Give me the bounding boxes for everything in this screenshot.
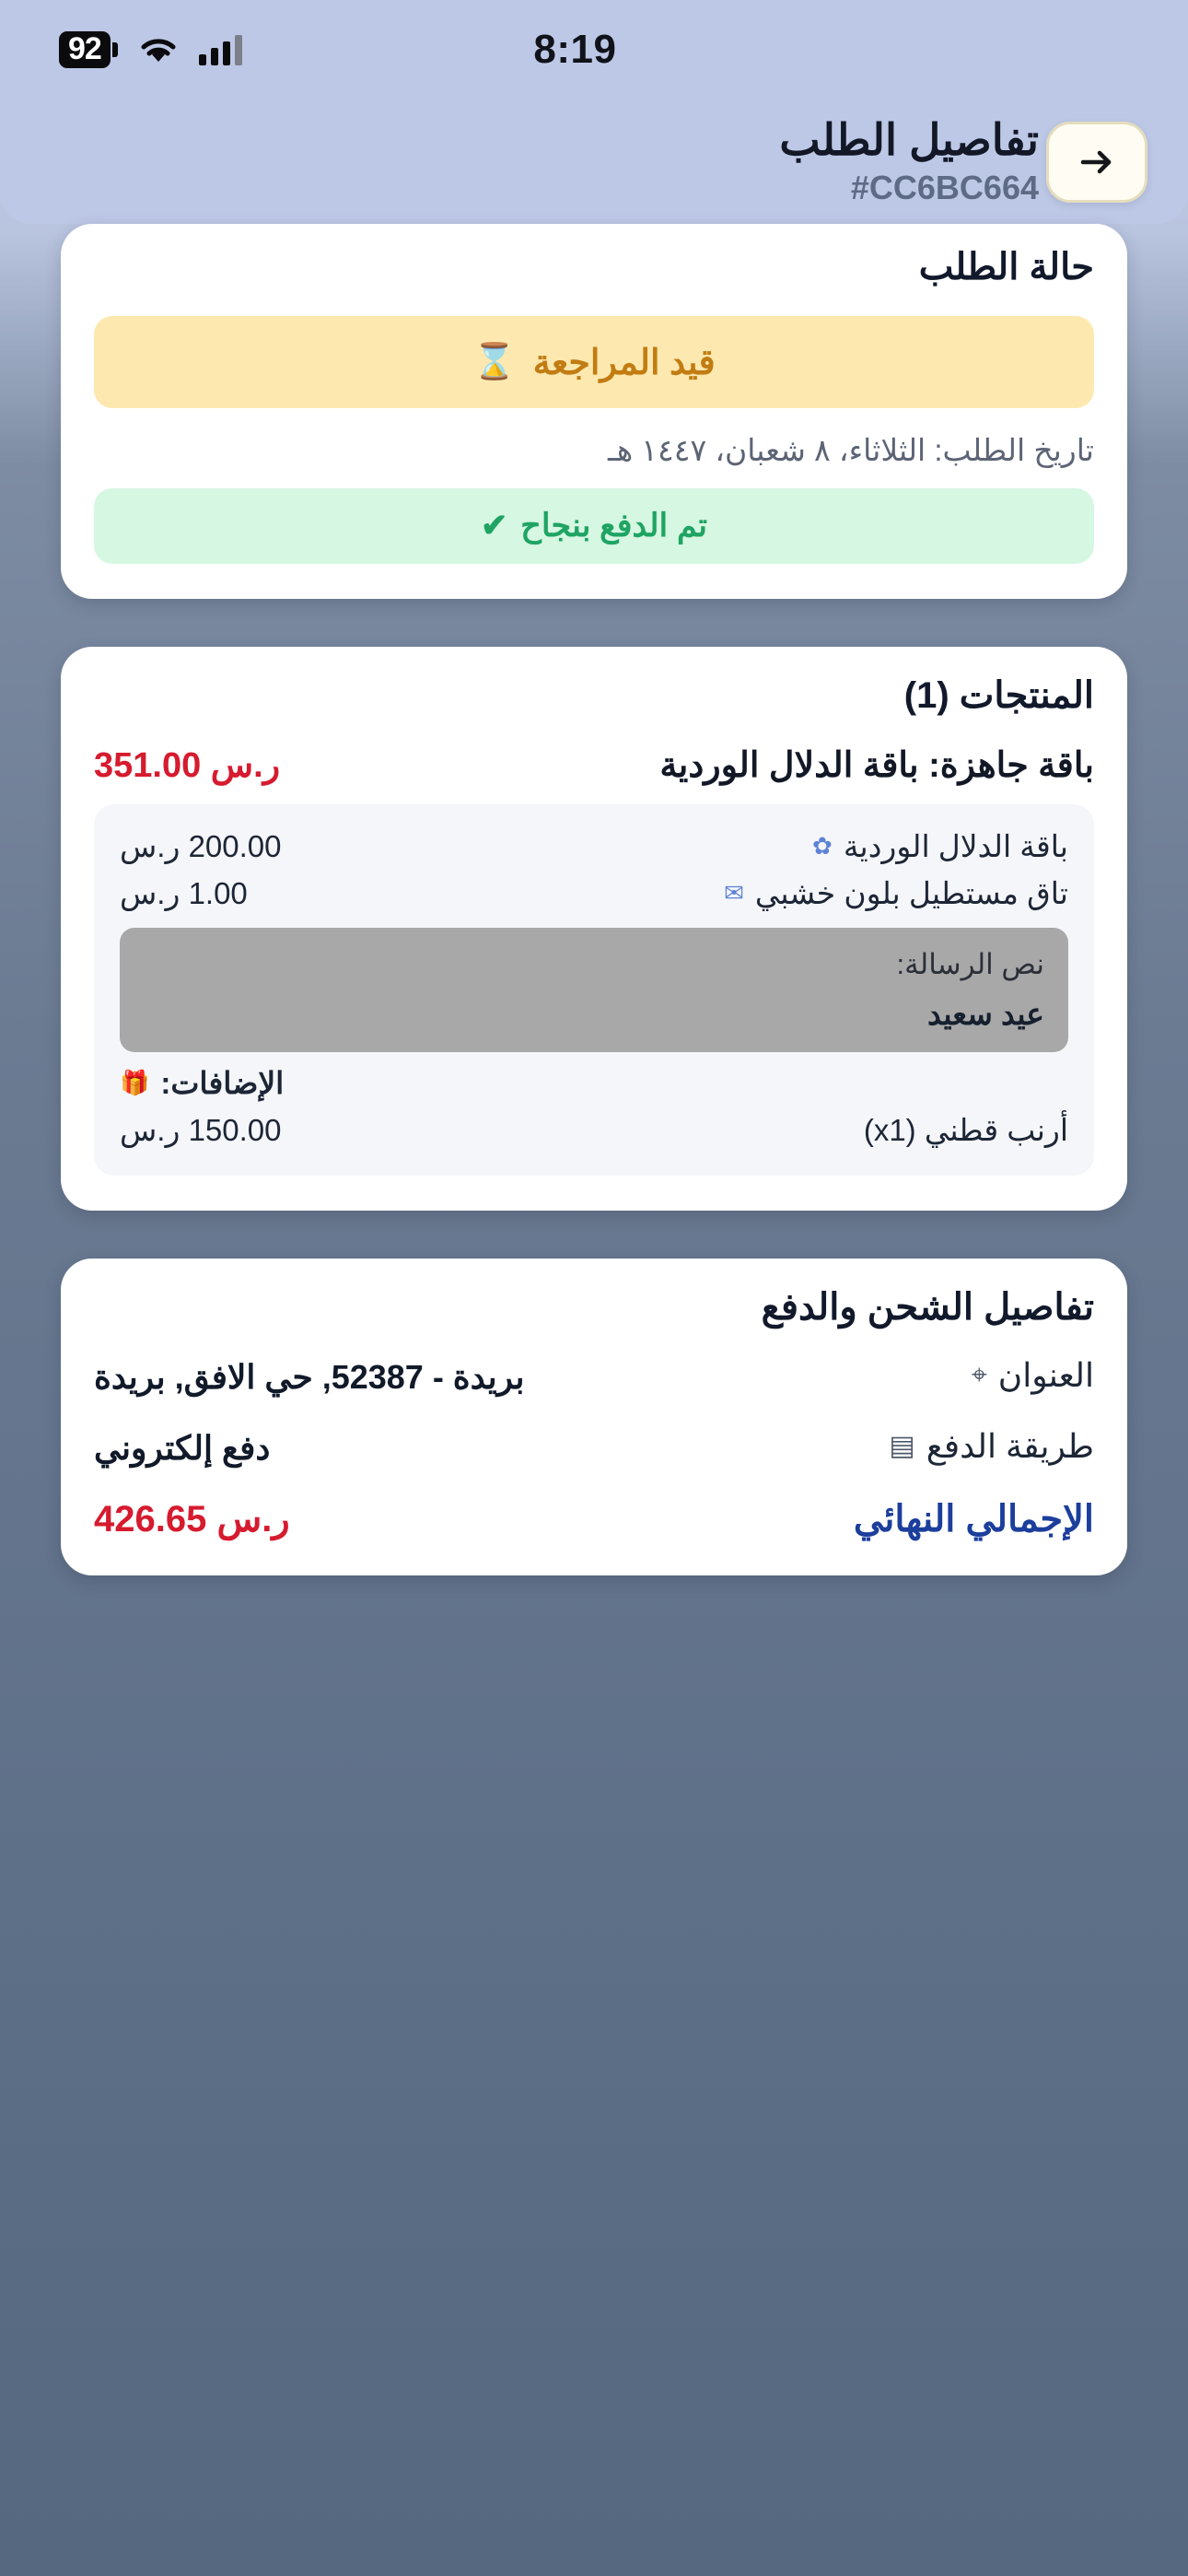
hourglass-icon: ⌛: [472, 343, 517, 381]
payment-method-value: دفع إلكتروني: [94, 1428, 271, 1467]
product-details-box: [94, 804, 1094, 1176]
payment-status-badge: [94, 488, 1094, 564]
message-block: [120, 928, 1068, 1052]
addons-label: الإضافات:: [160, 1066, 285, 1100]
payment-method-label: طريقة الدفع: [926, 1426, 1094, 1465]
check-icon: ✔: [480, 508, 508, 544]
payment-method-label-wrap: [889, 1427, 1094, 1466]
product-line-item: [120, 828, 1068, 864]
product-line-item: [120, 875, 1068, 911]
gift-icon: 🎁: [120, 1069, 150, 1096]
addon-row: [120, 1112, 1068, 1148]
arrow-right-icon: [1076, 141, 1118, 183]
product-line-label-wrap: [724, 875, 1068, 911]
addon-value: 150.00 ر.س: [120, 1113, 282, 1147]
battery-level-label: 92: [59, 31, 111, 68]
back-button[interactable]: [1046, 122, 1147, 203]
header-titles: [41, 116, 1046, 207]
products-card: [61, 647, 1127, 1211]
product-line-label: تاق مستطيل بلون خشبي: [754, 876, 1068, 910]
cellular-signal-icon: [199, 34, 242, 65]
clock-label: 8:19: [533, 27, 617, 72]
battery-nub: [112, 42, 118, 57]
order-date-label: تاريخ الطلب: الثلاثاء، ٨ شعبان، ١٤٤٧ هـ: [608, 433, 1094, 467]
status-bar-center: [242, 27, 908, 73]
total-value: 426.65 ر.س: [94, 1498, 290, 1540]
products-title: المنتجات (1): [903, 675, 1094, 716]
status-bar: [0, 0, 1188, 100]
message-label: نص الرسالة:: [896, 948, 1044, 980]
status-badge: [94, 316, 1094, 408]
payment-status-label: تم الدفع بنجاح: [520, 508, 708, 544]
product-line-value: 1.00 ر.س: [120, 876, 248, 910]
product-line-value: 200.00 ر.س: [120, 829, 282, 863]
location-pin-icon: ⌖: [971, 1360, 987, 1390]
payment-method-row: [94, 1427, 1094, 1470]
order-status-title: حالة الطلب: [918, 247, 1094, 287]
product-price-label: 351.00 ر.س: [94, 746, 281, 785]
page-title: تفاصيل الطلب: [779, 115, 1039, 165]
shipping-title: تفاصيل الشحن والدفع: [761, 1287, 1094, 1328]
order-status-card: [61, 224, 1127, 599]
status-bar-left: [59, 31, 242, 68]
credit-card-icon: ▤: [889, 1431, 915, 1462]
wifi-icon: [138, 34, 179, 65]
total-row: [94, 1498, 1094, 1540]
message-text: عيد سعيد: [927, 997, 1044, 1031]
address-value: بريدة - 52387, حي الافق, بريدة: [94, 1358, 525, 1396]
product-line-label: باقة الدلال الوردية: [843, 829, 1068, 863]
flower-icon: ✿: [812, 832, 833, 860]
shipping-card: [61, 1259, 1127, 1575]
status-badge-label: قيد المراجعة: [532, 343, 716, 382]
product-name-label: باقة جاهزة: باقة الدلال الوردية: [659, 746, 1094, 785]
address-label-wrap: [972, 1356, 1094, 1395]
product-header: [94, 744, 1094, 786]
addons-header: [120, 1065, 1068, 1101]
product-line-label-wrap: [812, 828, 1068, 864]
battery-icon: [59, 31, 118, 68]
address-row: [94, 1356, 1094, 1399]
order-number-label: #CC6BC664: [850, 168, 1039, 206]
app-header: [0, 100, 1188, 224]
address-label: العنوان: [997, 1356, 1094, 1394]
scroll-content[interactable]: [0, 224, 1188, 1623]
addon-label: أرنب قطني (x1): [863, 1113, 1068, 1147]
total-label: الإجمالي النهائي: [853, 1498, 1094, 1540]
tag-icon: ✉: [724, 879, 744, 907]
